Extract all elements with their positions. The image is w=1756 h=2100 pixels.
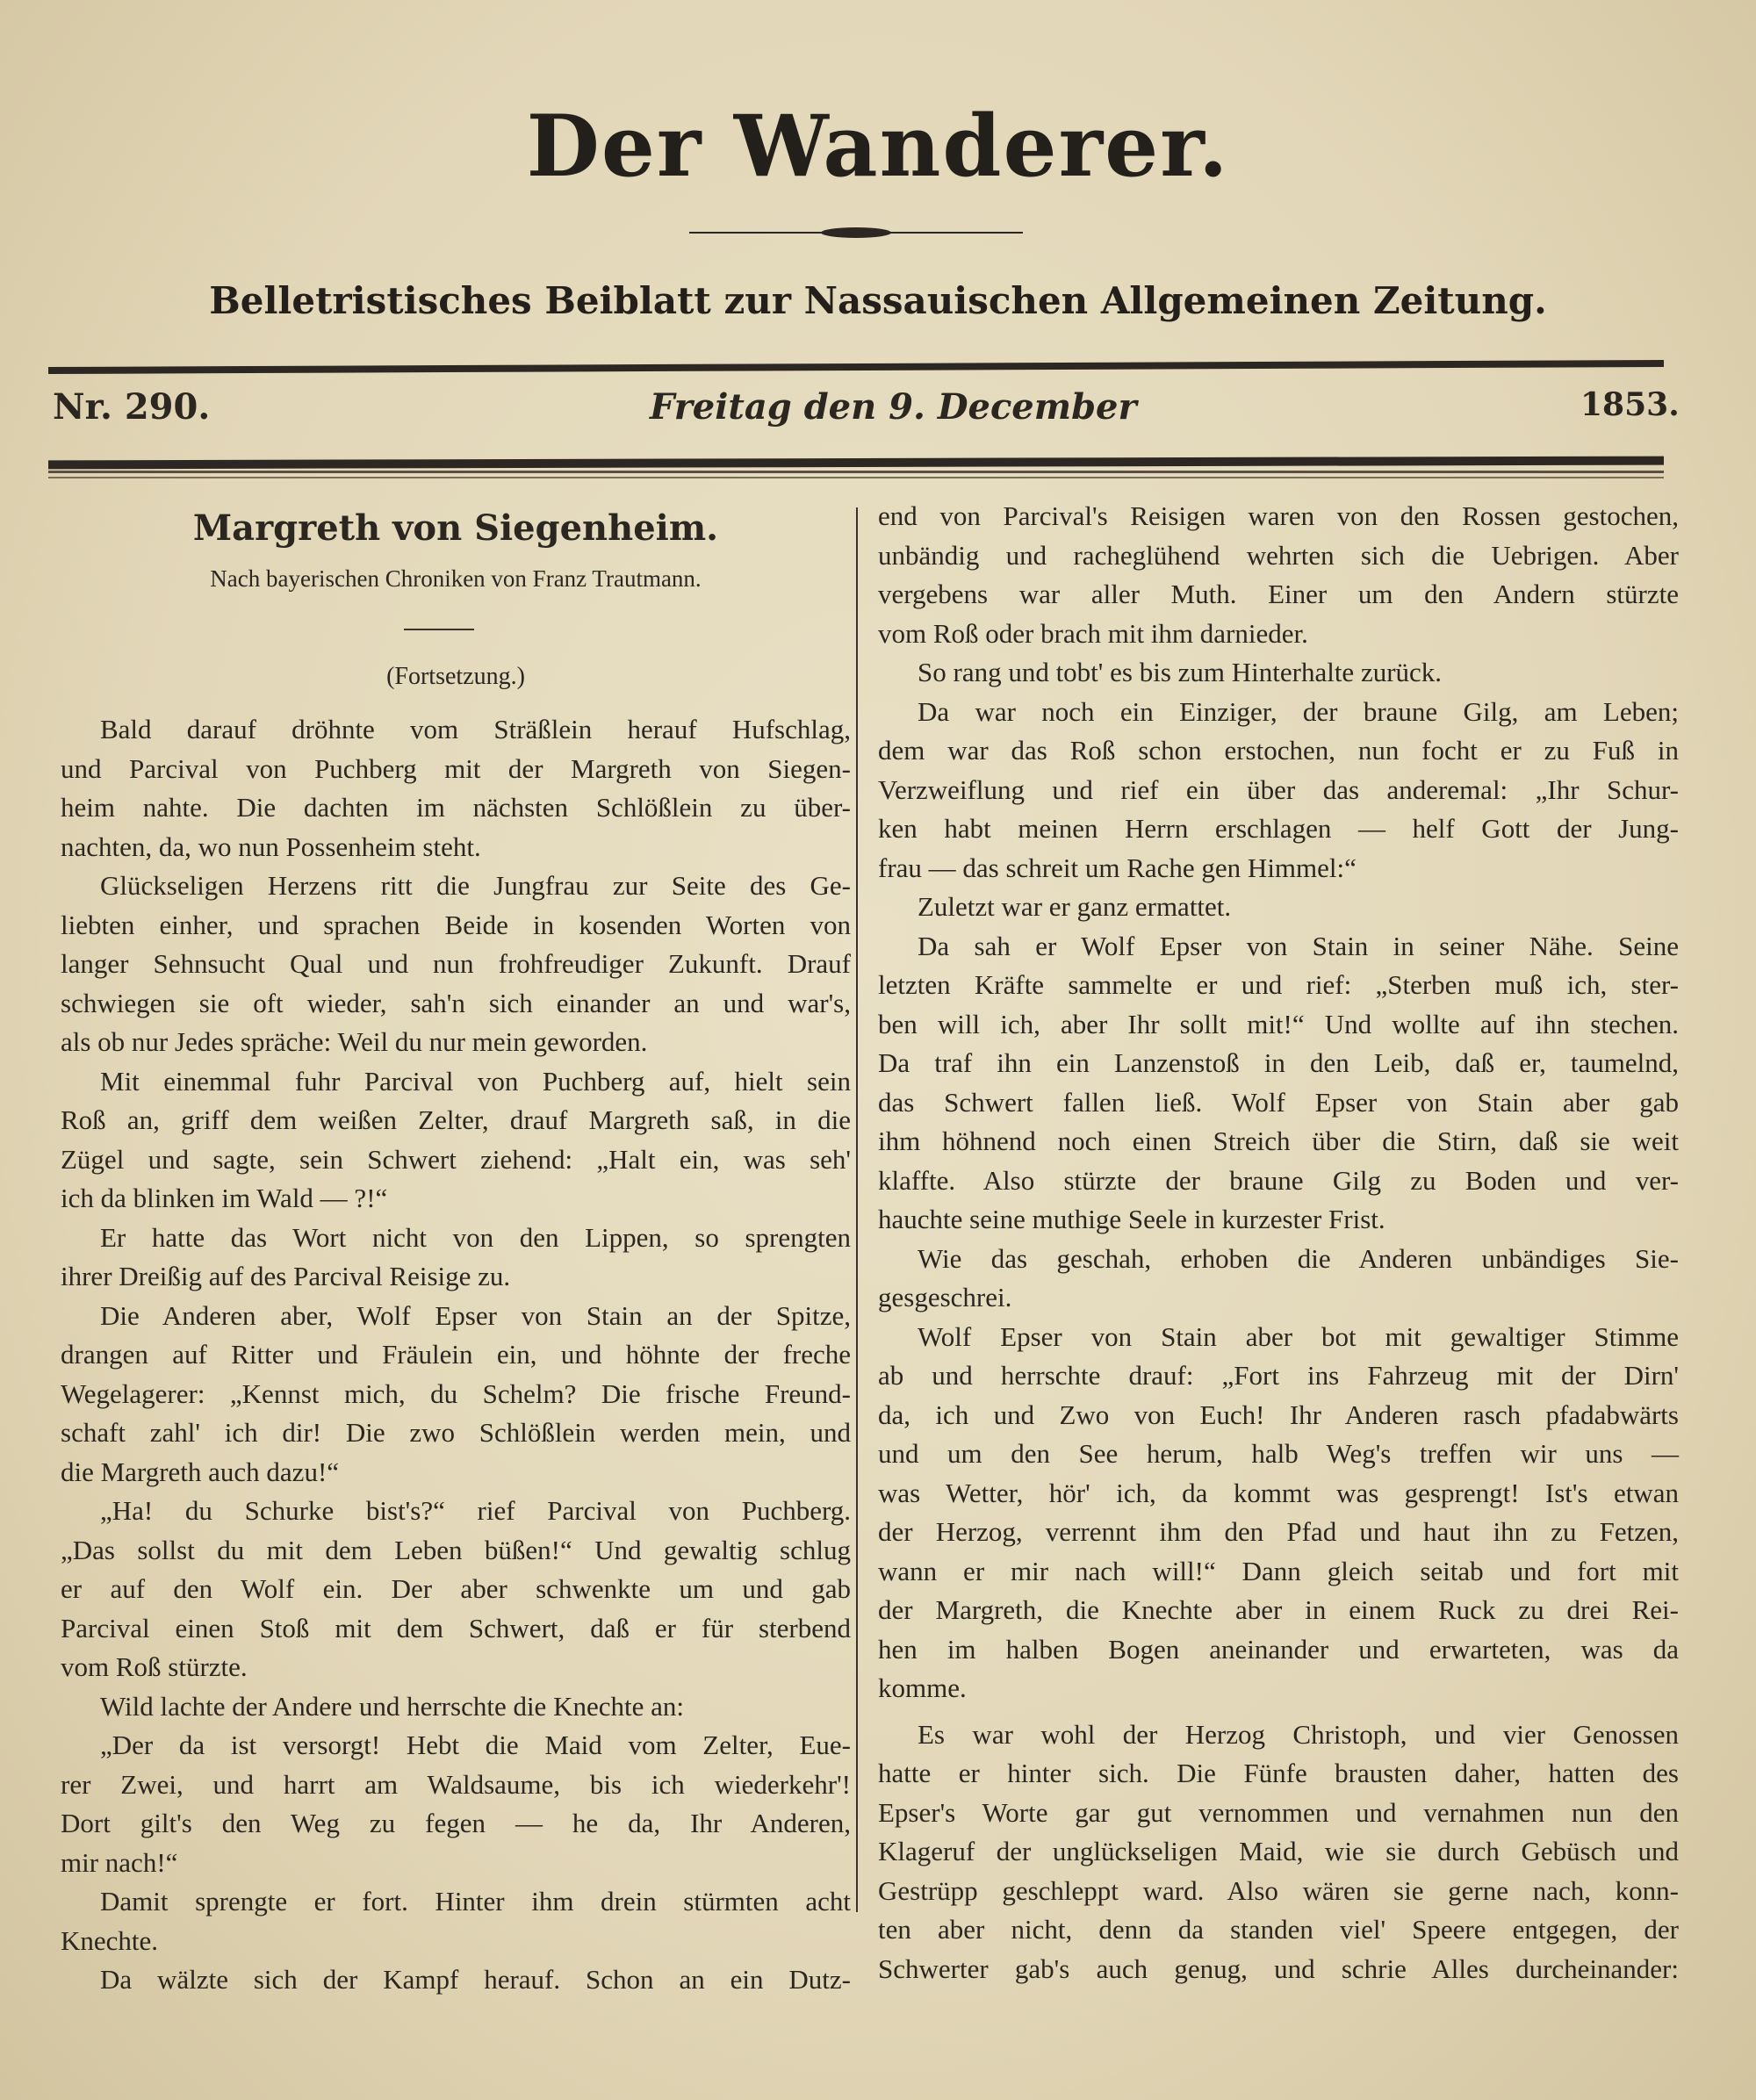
text-line: gesgeschrei.: [878, 1282, 1012, 1312]
text-line: „Der da ist versorgt! Hebt die Maid vom Zelter, Eue-: [100, 1730, 851, 1760]
paragraph: [61, 867, 851, 1062]
paragraph: [878, 693, 1679, 888]
text-line: Knechte.: [61, 1924, 159, 1956]
text-line: Wegelagerer: „Kennst mich, du Schelm? Die frische Freund-: [61, 1377, 851, 1409]
text-line: Die Anderen aber, Wolf Epser von Stain an der Spitze,: [100, 1299, 851, 1331]
ornament-divider: [689, 227, 1023, 239]
text-line: Damit sprengte er fort. Hinter ihm drein stürmten acht: [100, 1886, 851, 1917]
text-line: ken habt meinen Herrn erschlagen — helf Gott der Jung-: [878, 813, 1679, 844]
masthead-title: Der Wanderer.: [526, 97, 1230, 196]
header-thin-rule: [48, 477, 1664, 478]
article-title: Margreth von Siegenheim.: [192, 507, 719, 549]
text-line: dem war das Roß schon erstochen, nun focht er zu Fuß in: [878, 735, 1679, 766]
text-line: Verzweiflung und rief ein über das anderemal: „Ihr Schur-: [878, 773, 1679, 805]
text-line: ben will ich, aber Ihr sollt mit!“ Und wollte auf ihn stechen.: [878, 1008, 1679, 1039]
header-thin-rule: [48, 471, 1664, 473]
text-line: Epser's Worte gar gut vernommen und vernahmen nun den: [878, 1796, 1679, 1828]
text-line: ich da blinken im Wald — ?!“: [61, 1183, 388, 1213]
text-line: vom Roß stürzte.: [61, 1651, 248, 1682]
column-divider: [856, 507, 858, 1912]
text-line: komme.: [878, 1672, 967, 1703]
text-line: die Margreth auch dazu!“: [61, 1456, 340, 1487]
text-line: hen im halben Bogen aneinander und erwarteten, was da: [878, 1633, 1679, 1665]
text-line: und Parcival von Puchberg mit der Margreth von Siegen-: [61, 752, 851, 784]
text-line: Mit einemmal fuhr Parcival von Puchberg auf, hielt sein: [100, 1065, 851, 1097]
text-line: end von Parcival's Reisigen waren von den Rossen gestochen,: [878, 500, 1679, 531]
text-line: schwiegen sie oft wieder, sah'n sich einander an und war's,: [61, 987, 851, 1018]
text-line: Klageruf der unglückseligen Maid, wie sie durch Gebüsch und: [878, 1836, 1679, 1866]
text-line: Wolf Epser von Stain aber bot mit gewaltiger Stimme: [918, 1320, 1679, 1352]
text-line: Roß an, griff dem weißen Zelter, drauf Margreth saß, in die: [61, 1104, 851, 1135]
masthead-subtitle: Belletristisches Beiblatt zur Nassauischen Allgemeinen Zeitung.: [209, 279, 1547, 322]
text-line: ab und herrschte drauf: „Fort ins Fahrzeug mit der Dirn': [878, 1360, 1679, 1391]
text-line: Es war wohl der Herzog Christoph, und vier Genossen: [918, 1718, 1679, 1750]
text-line: Da wälzte sich der Kampf herauf. Schon an ein Dutz-: [100, 1964, 851, 1995]
paragraph: [61, 1960, 851, 2000]
paragraph: [878, 927, 1679, 1240]
paragraph: [61, 1219, 851, 1297]
paragraph: [61, 1882, 851, 1960]
text-line: das Schwert fallen ließ. Wolf Epser von Stain aber gab: [878, 1086, 1679, 1118]
article-rule: [404, 629, 474, 630]
text-line: Da sah er Wolf Epser von Stain in seiner Nähe. Seine: [918, 930, 1679, 961]
text-line: als ob nur Jedes spräche: Weil du nur mein geworden.: [61, 1026, 648, 1057]
text-line: Da traf ihn ein Lanzenstoß in den Leib, daß er, taumelnd,: [878, 1047, 1679, 1078]
text-line: unbändig und racheglühend wehrten sich die Uebrigen. Aber: [878, 539, 1679, 571]
text-line: langer Sehnsucht Qual und nun frohfreudiger Zukunft. Drauf: [61, 948, 851, 979]
text-line: schaft zahl' ich dir! Die zwo Schlößlein werden mein, und: [61, 1417, 851, 1448]
text-line: „Ha! du Schurke bist's?“ rief Parcival von Puchberg.: [100, 1495, 851, 1526]
article-byline: Nach bayerischen Chroniken von Franz Trautmann.: [210, 565, 702, 592]
text-line: letzten Kräfte sammelte er und rief: „Sterben muß ich, ster-: [878, 969, 1679, 1000]
text-line: Zuletzt war er ganz ermattet.: [918, 891, 1232, 922]
paragraph: [878, 1318, 1679, 1708]
text-line: der Margreth, die Knechte aber in einem Ruck zu drei Rei-: [878, 1594, 1679, 1625]
header-double-rule: [48, 457, 1664, 470]
column-left: [61, 710, 851, 2000]
text-line: rer Zwei, und harrt am Waldsaume, bis ich wiederkehr'!: [61, 1768, 851, 1800]
text-line: heim nahte. Die dachten im nächsten Schlößlein zu über-: [61, 792, 851, 823]
text-line: Wie das geschah, erhoben die Anderen unbändiges Sie-: [918, 1242, 1679, 1274]
text-line: und um den See herum, halb Weg's treffen wir uns —: [878, 1438, 1679, 1469]
text-line: „Das sollst du mit dem Leben büßen!“ Und gewaltig schlug: [61, 1534, 851, 1565]
text-line: hauchte seine muthige Seele in kurzester Frist.: [878, 1204, 1385, 1234]
paragraph: [61, 710, 851, 867]
text-line: Glückseligen Herzens ritt die Jungfrau zur Seite des Ge-: [100, 870, 851, 901]
text-line: Bald darauf dröhnte vom Sträßlein herauf Hufschlag,: [100, 714, 851, 744]
text-line: der Herzog, verrennt ihm den Pfad und haut ihn zu Fetzen,: [878, 1516, 1679, 1547]
header-rule: [48, 360, 1664, 374]
paragraph: [878, 497, 1679, 653]
paragraph: [878, 1240, 1679, 1318]
text-line: Wild lachte der Andere und herrschte die Knechte an:: [100, 1690, 684, 1722]
paragraph: [878, 1715, 1679, 1989]
text-line: liebten einher, und sprachen Beide in kosenden Worten von: [61, 909, 851, 940]
text-line: da, ich und Zwo von Euch! Ihr Anderen rasch pfadabwärts: [878, 1399, 1679, 1430]
paragraph: [878, 888, 1679, 927]
text-line: was Wetter, hör' ich, da kommt was gesprengt! Ist's etwan: [878, 1477, 1679, 1508]
text-line: Er hatte das Wort nicht von den Lippen, so sprengten: [100, 1221, 851, 1253]
paragraph: [61, 1492, 851, 1687]
text-line: Da war noch ein Einziger, der braune Gilg, am Leben;: [918, 695, 1679, 727]
paragraph: [61, 1062, 851, 1219]
text-line: wann er mir nach will!“ Dann gleich seitab und fort mit: [878, 1555, 1679, 1586]
text-line: er auf den Wolf ein. Der aber schwenkte um und gab: [61, 1573, 851, 1604]
text-line: klaffte. Also stürzte der braune Gilg zu Boden und ver-: [878, 1164, 1679, 1196]
issue-number: Nr. 290.: [53, 386, 211, 428]
text-line: frau — das schreit um Rache gen Himmel:“: [878, 852, 1357, 883]
text-line: Dort gilt's den Weg zu fegen — he da, Ihr Anderen,: [61, 1808, 851, 1838]
text-line: ten aber nicht, denn da standen viel' Speere entgegen, der: [878, 1914, 1679, 1945]
column-right: [878, 497, 1679, 1989]
text-line: Parcival einen Stoß mit dem Schwert, daß er für sterbend: [61, 1612, 851, 1643]
text-line: mir nach!“: [61, 1846, 178, 1878]
text-line: nachten, da, wo nun Possenheim steht.: [61, 831, 481, 862]
issue-date: Freitag den 9. December: [650, 386, 1137, 428]
text-line: vergebens war aller Muth. Einer um den Andern stürzte: [878, 579, 1679, 609]
text-line: So rang und tobt' es bis zum Hinterhalte zurück.: [918, 657, 1443, 687]
paragraph: [878, 653, 1679, 693]
text-line: Gestrüpp geschleppt ward. Also wären sie gerne nach, konn-: [878, 1874, 1679, 1906]
text-line: ihm höhnend noch einen Streich über die Stirn, daß sie weit: [878, 1126, 1679, 1156]
paragraph: [61, 1687, 851, 1727]
text-line: Zügel und sagte, sein Schwert ziehend: „Halt ein, was seh': [61, 1143, 851, 1175]
continuation-note: (Fortsetzung.): [386, 663, 525, 690]
text-line: Schwerter gab's auch genug, und schrie Alles durcheinander:: [878, 1953, 1679, 1984]
text-line: drangen auf Ritter und Fräulein ein, und höhnte der freche: [61, 1339, 851, 1370]
text-line: hatte er hinter sich. Die Fünfe brausten daher, hatten des: [878, 1758, 1679, 1788]
text-line: vom Roß oder brach mit ihm darnieder.: [878, 617, 1308, 649]
paragraph: [61, 1297, 851, 1492]
text-line: ihrer Dreißig auf des Parcival Reisige zu.: [61, 1261, 511, 1291]
issue-year: 1853.: [1580, 386, 1680, 423]
paragraph: [61, 1726, 851, 1882]
